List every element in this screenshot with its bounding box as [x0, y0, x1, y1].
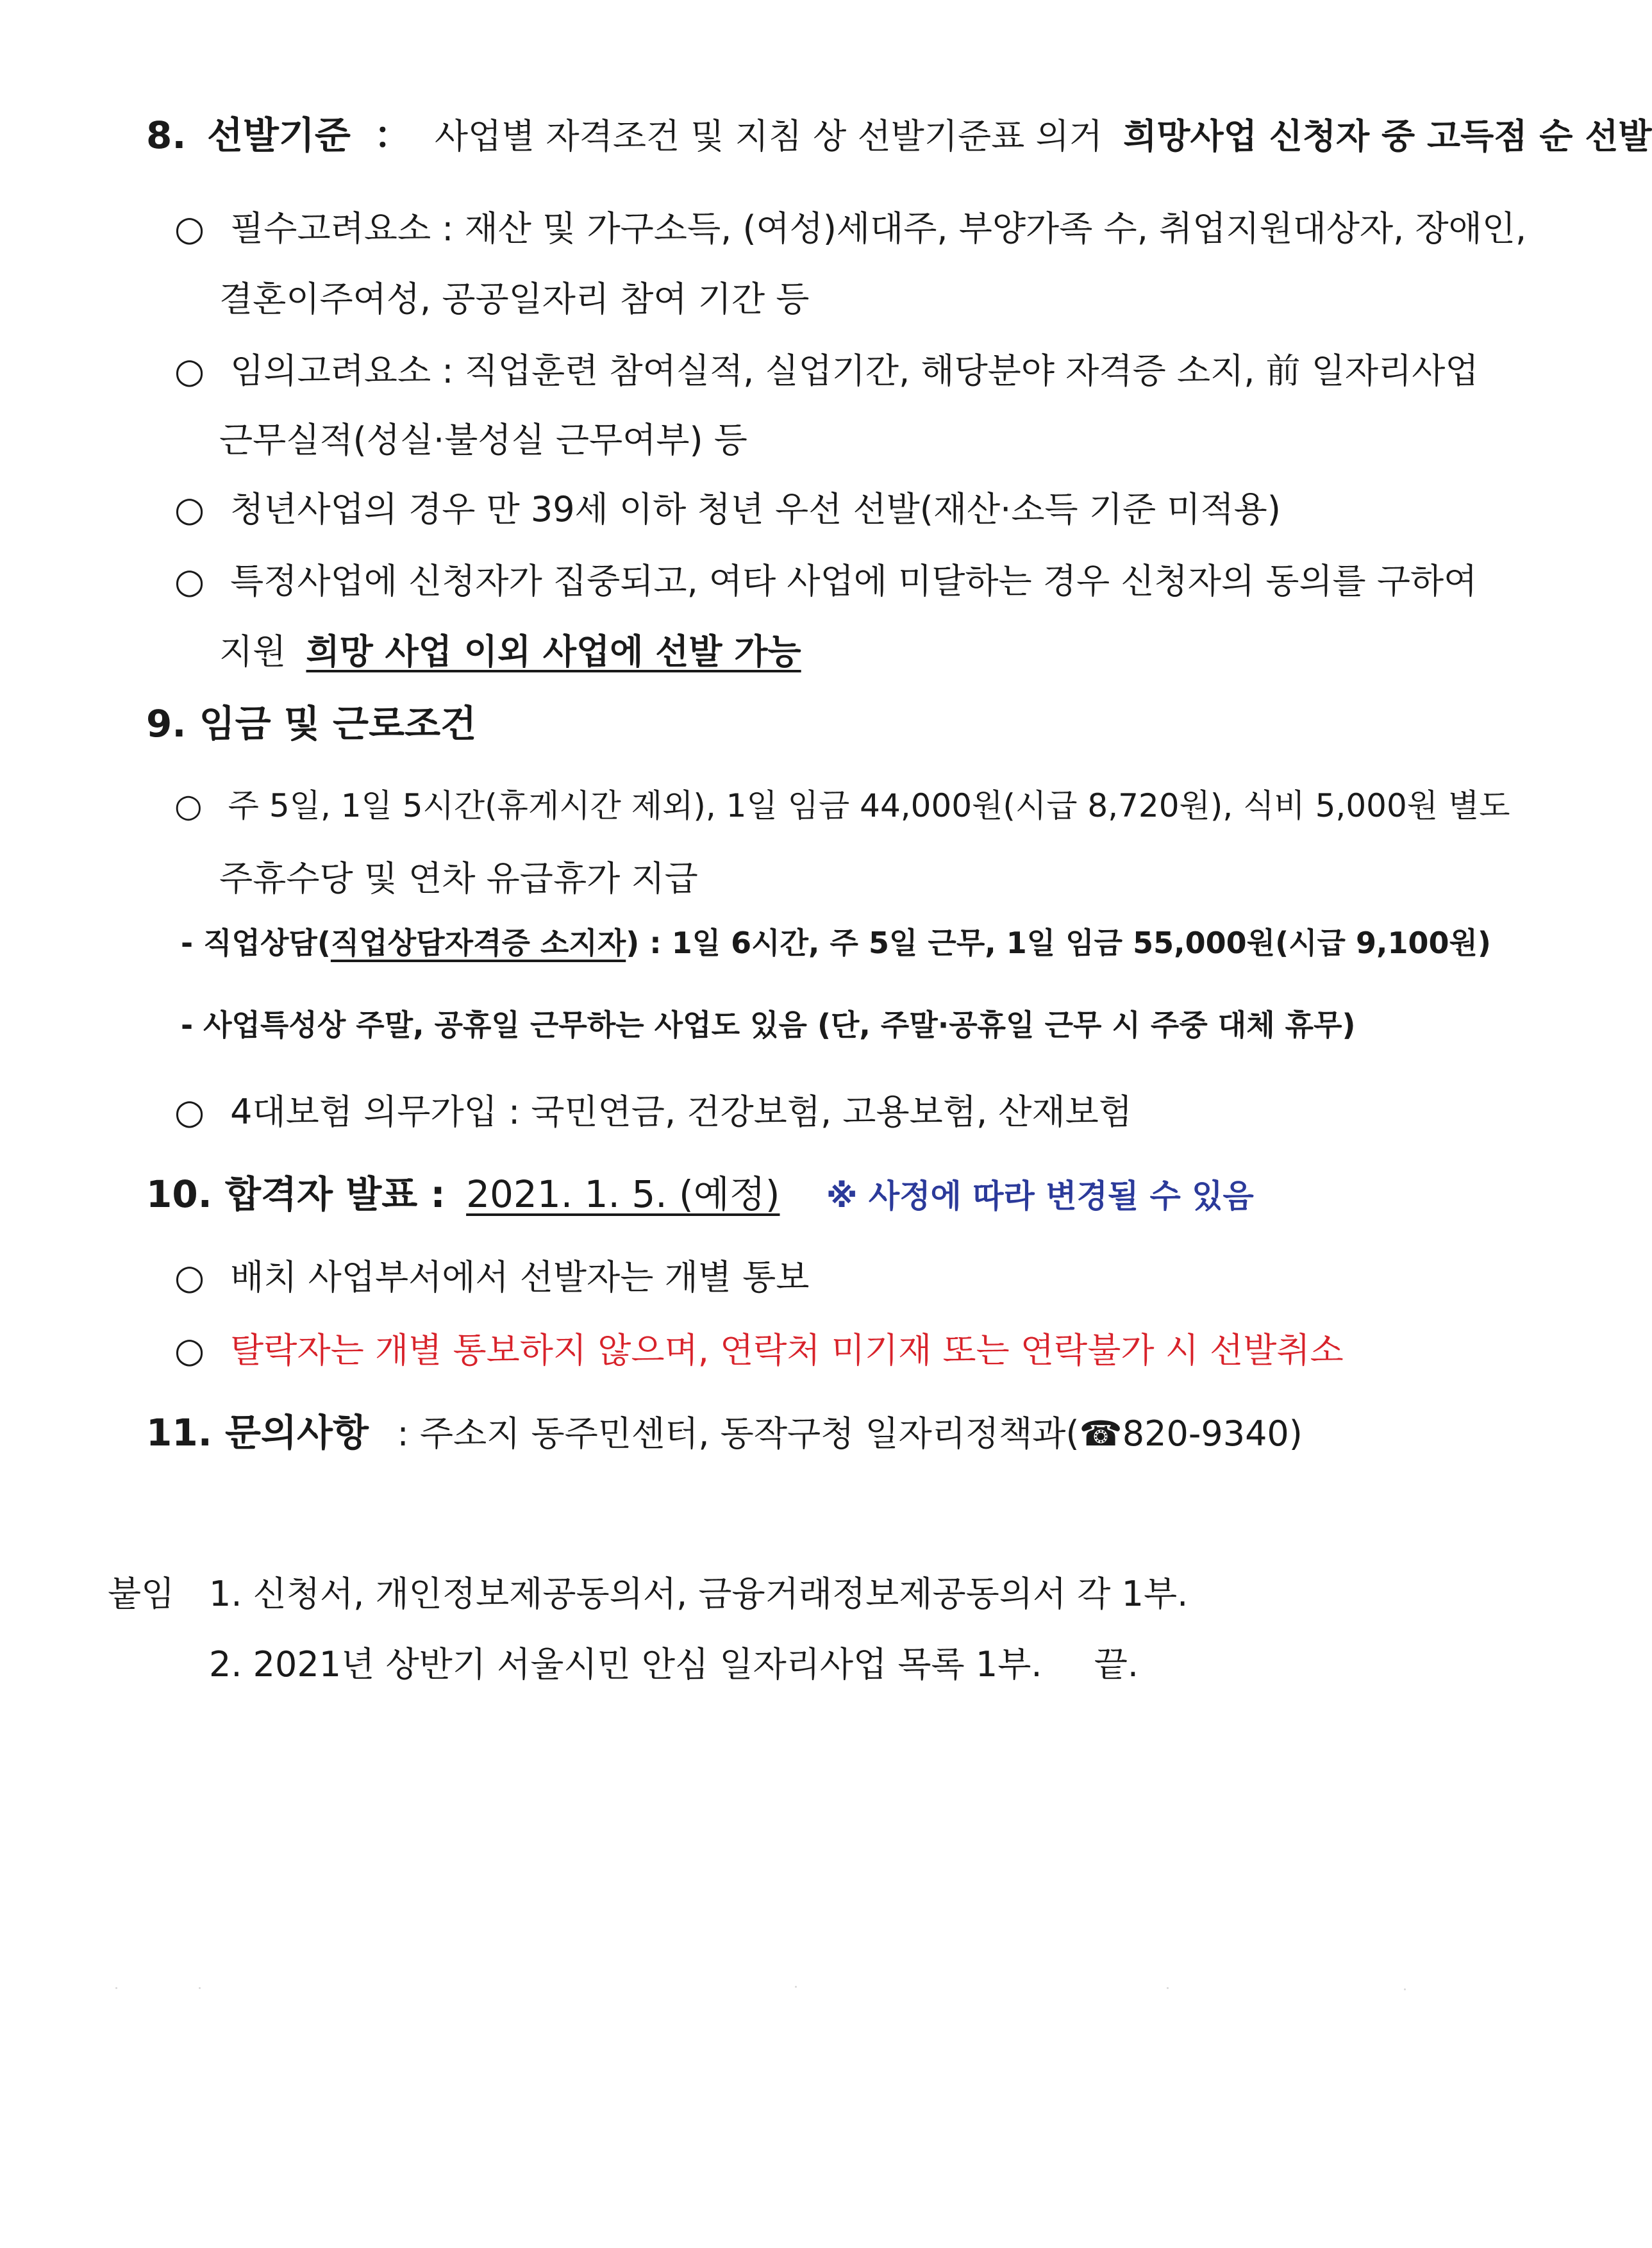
section-8-heading [146, 113, 1652, 157]
item-text-underlined: 희망 사업 이외 사업에 선발 가능 [306, 631, 801, 672]
attachment-label: 붙임 [108, 1574, 175, 1614]
attachment-text: 2. 2021년 상반기 서울시민 안심 일자리사업 목록 1부. [209, 1644, 1042, 1685]
scan-speck [199, 1987, 201, 1989]
list-item [174, 1257, 810, 1297]
list-item-continuation [219, 631, 801, 672]
section-number: 8. [146, 113, 187, 157]
item-text: 임의고려요소 : 직업훈련 참여실적, 실업기간, 해당분야 자격증 소지, 前 일자리사업 [230, 351, 1479, 391]
end-mark: 끝. [1094, 1644, 1139, 1685]
item-text: 배치 사업부서에서 선발자는 개별 통보 [230, 1257, 810, 1297]
scan-speck [1167, 1987, 1169, 1989]
announcement-date: 2021. 1. 5. (예정) [466, 1172, 780, 1216]
bullet-icon: ○ [174, 561, 205, 601]
bullet-icon: ○ [174, 489, 205, 529]
list-item [174, 561, 1478, 601]
section-text-emphasis: 희망사업 신청자 중 고득점 순 선발 [1123, 116, 1652, 156]
section-text: 사업별 자격조건 및 지침 상 선발기준표 의거 [434, 116, 1103, 156]
dash-text: ) : 1일 6시간, 주 5일 근무, 1일 임금 55,000원(시급 9,100원) [626, 926, 1491, 960]
bullet-icon: ○ [174, 351, 205, 391]
section-10-heading [146, 1172, 1254, 1216]
section-title: 10. 합격자 발표 : [146, 1172, 446, 1216]
item-text: 특정사업에 신청자가 집중되고, 여타 사업에 미달하는 경우 신청자의 동의를 구하여 [230, 561, 1478, 601]
scan-speck [1404, 1988, 1406, 1990]
bullet-icon: ○ [174, 1257, 205, 1297]
dash-text-underlined: 직업상담자격증 소지자 [330, 926, 626, 960]
scan-speck [115, 1987, 117, 1989]
list-item [174, 351, 1479, 391]
list-item-continuation: 주휴수당 및 연차 유급휴가 지급 [219, 858, 698, 899]
section-11-heading [146, 1411, 1303, 1454]
list-item [174, 489, 1281, 529]
dash-item: - 사업특성상 주말, 공휴일 근무하는 사업도 있음 (단, 주말·공휴일 근무 시 주중 대체 휴무) [181, 1008, 1356, 1042]
list-item-continuation: 결혼이주여성, 공공일자리 참여 기간 등 [219, 279, 810, 319]
change-note: ※ 사정에 따라 변경될 수 있음 [826, 1178, 1254, 1215]
bullet-icon: ○ [174, 208, 205, 249]
list-item [174, 1330, 1344, 1370]
section-title: 선발기준 [206, 113, 351, 157]
list-item [174, 208, 1527, 249]
attachment-item [209, 1644, 1139, 1685]
bullet-icon: ○ [174, 1330, 205, 1370]
bullet-icon: ○ [174, 787, 203, 824]
contact-text: : 주소지 동주민센터, 동작구청 일자리정책과(☎820-9340) [397, 1413, 1303, 1454]
item-text: 4대보험 의무가입 : 국민연금, 건강보험, 고용보험, 산재보험 [230, 1092, 1132, 1132]
item-text: 주 5일, 1일 5시간(휴게시간 제외), 1일 임금 44,000원(시급 8,720원), 식비 5,000원 별도 [228, 787, 1510, 824]
list-item-continuation: 근무실적(성실·불성실 근무여부) 등 [219, 420, 747, 460]
bullet-icon: ○ [174, 1092, 205, 1132]
attachment-item: 1. 신청서, 개인정보제공동의서, 금융거래정보제공동의서 각 1부. [209, 1574, 1189, 1614]
item-text: 필수고려요소 : 재산 및 가구소득, (여성)세대주, 부양가족 수, 취업지원대상자, 장애인, [230, 208, 1527, 249]
section-9-heading: 9. 임금 및 근로조건 [146, 702, 477, 745]
item-text: 지원 [219, 631, 287, 672]
item-text: 청년사업의 경우 만 39세 이하 청년 우선 선발(재산·소득 기준 미적용) [230, 489, 1281, 529]
section-colon: ： [374, 113, 412, 157]
dash-item [181, 928, 1491, 958]
list-item [174, 1092, 1132, 1132]
scan-speck [795, 1986, 797, 1988]
dash-text: - 직업상담( [181, 926, 331, 960]
warning-text: 탈락자는 개별 통보하지 않으며, 연락처 미기재 또는 연락불가 시 선발취소 [230, 1330, 1344, 1370]
section-title: 11. 문의사항 [146, 1411, 369, 1454]
list-item [174, 787, 1510, 824]
